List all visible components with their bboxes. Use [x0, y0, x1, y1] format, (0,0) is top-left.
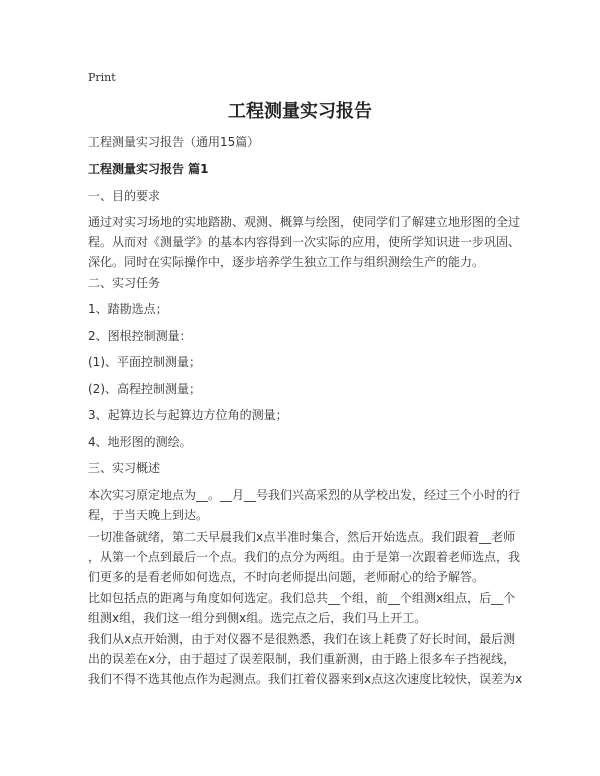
- text-line: ，从第一个点到最后一个点。我们的点分为两组。由于是第一次跟着老师选点，我: [88, 550, 521, 564]
- heading-overview: 三、实习概述: [88, 461, 161, 475]
- paragraph-groups: [88, 588, 516, 628]
- paragraph-location: [88, 485, 521, 525]
- text-line: 深化。同时在实际操作中，逐步培养学生独立工作与组织测绘生产的能力。: [88, 255, 485, 269]
- doc-subtitle: 工程测量实习报告（通用15篇）: [88, 135, 260, 149]
- heading-purpose: 一、目的要求: [88, 189, 161, 203]
- text-line: 出的误差在x分，由于超过了误差限制，我们重新测，由于路上很多车子挡视线，: [88, 652, 516, 666]
- text-line: 我们从x点开始测，由于对仪器不是很熟悉，我们在该上耗费了好长时间，最后测: [88, 632, 516, 646]
- paragraph-measurement: [88, 629, 523, 689]
- task-item: 3、起算边长与起算边方位角的测量；: [88, 408, 288, 422]
- text-line: 一切准备就绪，第二天早晨我们x点半准时集合，然后开始选点。我们跟着__老师: [88, 530, 516, 544]
- text-line: 程，于当天晚上到达。: [88, 508, 209, 522]
- page-title: 工程测量实习报告: [228, 101, 372, 122]
- task-item: (1)、平面控制测量；: [88, 355, 201, 369]
- task-item: 4、地形图的测绘。: [88, 435, 192, 449]
- section-title: 工程测量实习报告 篇1: [88, 162, 209, 176]
- heading-tasks: 二、实习任务: [88, 276, 161, 290]
- text-line: 组测x组，我们这一组分到侧x组。选完点之后，我们马上开工。: [88, 611, 427, 625]
- text-line: 通过对实习场地的实地踏勘、观测、概算与绘图，使同学们了解建立地形图的全过: [88, 215, 521, 229]
- task-item: 1、踏勘选点；: [88, 302, 168, 316]
- text-line: 们更多的是看老师如何选点，不时向老师提出问题，老师耐心的给予解答。: [88, 570, 485, 584]
- text-line: 程。从而对《测量学》的基本内容得到一次实际的应用，使所学知识进一步巩固、: [88, 235, 521, 249]
- text-line: 比如包括点的距离与角度如何选定。我们总共__个组，前__个组测x组点，后__个: [88, 591, 516, 605]
- text-line: 我们不得不选其他点作为起测点。我们扛着仪器来到x点这次速度比较快，误差为x: [88, 672, 523, 686]
- print-label[interactable]: Print: [88, 71, 116, 84]
- paragraph-purpose: [88, 212, 521, 272]
- paragraph-preparation: [88, 527, 521, 587]
- text-line: 本次实习原定地点为__。__月__号我们兴高采烈的从学校出发，经过三个小时的行: [88, 488, 521, 502]
- task-item: 2、图根控制测量：: [88, 329, 192, 343]
- task-item: (2)、高程控制测量；: [88, 382, 201, 396]
